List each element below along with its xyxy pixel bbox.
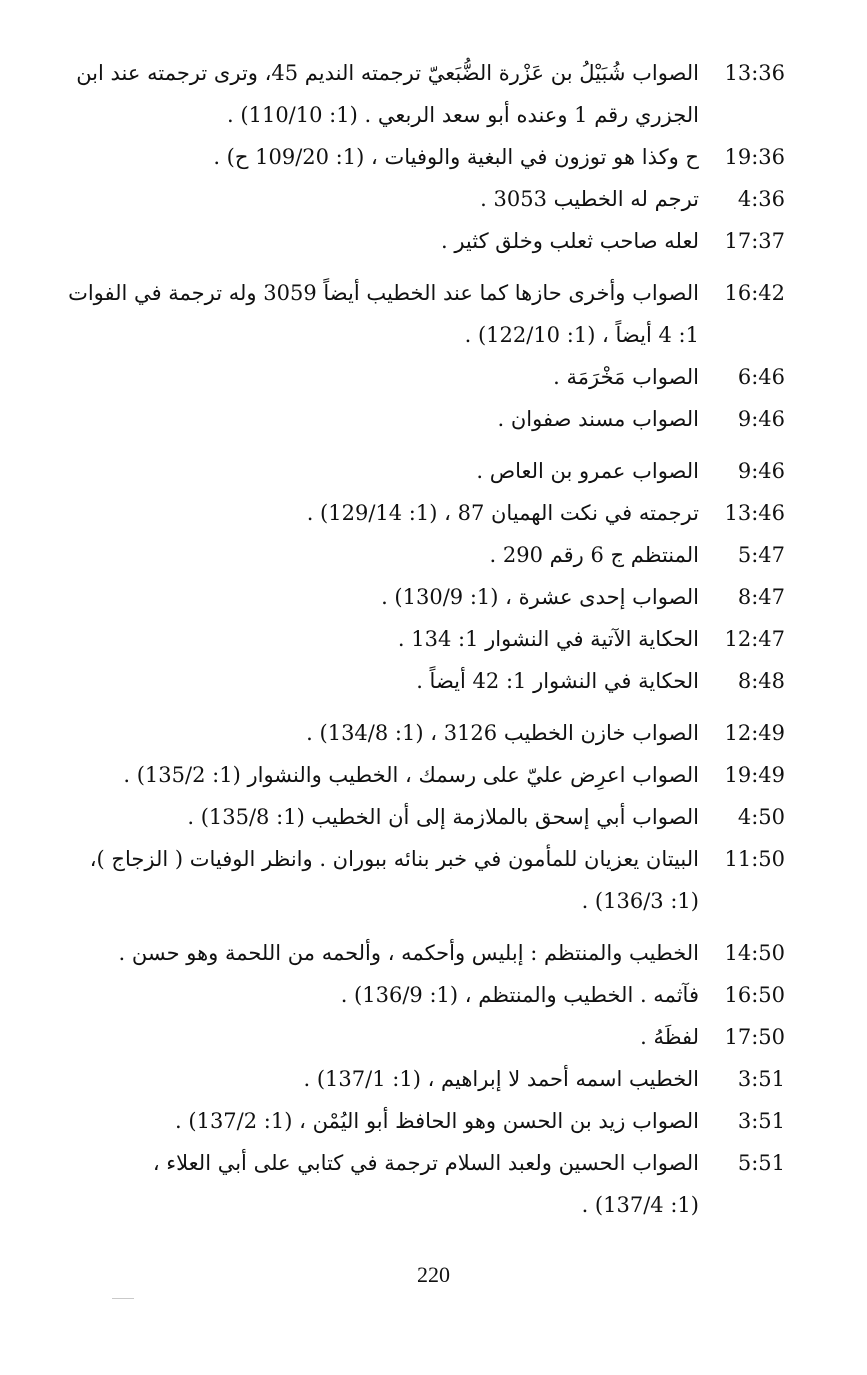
- note-entry: [40, 796, 785, 838]
- note-text: [40, 1142, 699, 1226]
- note-entry: [40, 712, 785, 754]
- note-line: الصواب زيد بن الحسن وهو الحافظ أبو اليُمْن ، (1: 137/2) .: [175, 1109, 699, 1133]
- note-line: الصواب اعرِض عليّ على رسمك ، الخطيب والنشوار (1: 135/2) .: [123, 763, 699, 787]
- note-line: (1: 137/4) .: [581, 1193, 699, 1217]
- note-text: [40, 220, 699, 262]
- note-text: [40, 576, 699, 618]
- note-entry: [40, 356, 785, 398]
- note-reference: 4:36: [737, 187, 785, 211]
- note-reference: 17:37: [724, 229, 785, 253]
- note-text: [40, 838, 699, 922]
- note-line: المنتظم ج 6 رقم 290 .: [489, 543, 699, 567]
- note-line: ترجمته في نكت الهميان 87 ، (1: 129/14) .: [306, 501, 699, 525]
- note-entry: [40, 754, 785, 796]
- note-entry: [40, 576, 785, 618]
- note-reference: 4:50: [737, 805, 785, 829]
- note-line: فآثمه . الخطيب والمنتظم ، (1: 136/9) .: [340, 983, 699, 1007]
- note-text: [40, 796, 699, 838]
- note-line: الصواب عمرو بن العاص .: [476, 459, 699, 483]
- note-reference: 3:51: [737, 1109, 785, 1133]
- note-reference: 6:46: [737, 365, 785, 389]
- note-entry: [40, 974, 785, 1016]
- note-entry: [40, 932, 785, 974]
- note-reference: 5:51: [737, 1151, 785, 1175]
- note-reference: 12:47: [724, 627, 785, 651]
- note-reference: 9:46: [737, 407, 785, 431]
- note-line: الصواب شُبَيْلُ بن عَزْرة الضُّبَعيّ ترجمته النديم 45، وترى ترجمته عند ابن: [76, 61, 699, 85]
- note-text: [40, 660, 699, 702]
- note-entry: [40, 178, 785, 220]
- note-reference: 14:50: [724, 941, 785, 965]
- note-text: [40, 618, 699, 660]
- note-entry: [40, 660, 785, 702]
- note-text: [40, 974, 699, 1016]
- note-text: [40, 712, 699, 754]
- note-entry: [40, 450, 785, 492]
- note-line: الصواب الحسين ولعبد السلام ترجمة في كتابي على أبي العلاء ،: [152, 1151, 699, 1175]
- note-line: ح وكذا هو توزون في البغية والوفيات ، (1: 109/20 ح) .: [213, 145, 699, 169]
- note-line: 1: 4 أيضاً ، (1: 122/10) .: [464, 323, 699, 347]
- note-reference: 8:47: [737, 585, 785, 609]
- note-text: [40, 1016, 699, 1058]
- note-entry: [40, 398, 785, 440]
- note-entry: [40, 136, 785, 178]
- note-text: [40, 272, 699, 356]
- note-text: [40, 450, 699, 492]
- note-reference: 12:49: [724, 721, 785, 745]
- note-line: الصواب خازن الخطيب 3126 ، (1: 134/8) .: [306, 721, 699, 745]
- note-line: الصواب إحدى عشرة ، (1: 130/9) .: [381, 585, 699, 609]
- note-entry: [40, 492, 785, 534]
- note-entry: [40, 1058, 785, 1100]
- note-reference: 8:48: [737, 669, 785, 693]
- note-entry: [40, 52, 785, 136]
- note-reference: 3:51: [737, 1067, 785, 1091]
- note-reference: 19:36: [724, 145, 785, 169]
- note-line: الصواب مسند صفوان .: [497, 407, 699, 431]
- note-reference: 17:50: [724, 1025, 785, 1049]
- note-text: [40, 1058, 699, 1100]
- note-line: الحكاية الآتية في النشوار 1: 134 .: [397, 627, 699, 651]
- note-text: [40, 1100, 699, 1142]
- page-number: 220: [417, 1262, 450, 1287]
- note-text: [40, 932, 699, 974]
- note-text: [40, 356, 699, 398]
- notes-list: [40, 52, 785, 1226]
- note-line: لعله صاحب ثعلب وخلق كثير .: [440, 229, 699, 253]
- note-entry: [40, 1100, 785, 1142]
- note-line: ترجم له الخطيب 3053 .: [480, 187, 699, 211]
- scan-speck: [112, 1298, 134, 1299]
- note-text: [40, 492, 699, 534]
- note-line: الحكاية في النشوار 1: 42 أيضاً .: [416, 669, 699, 693]
- note-text: [40, 398, 699, 440]
- note-entry: [40, 220, 785, 262]
- note-reference: 16:50: [724, 983, 785, 1007]
- note-reference: 11:50: [724, 847, 785, 871]
- note-line: الصواب مَخْرَمَة .: [553, 365, 699, 389]
- note-line: الصواب وأخرى حازها كما عند الخطيب أيضاً 3059 وله ترجمة في الفوات: [68, 281, 699, 305]
- note-entry: [40, 272, 785, 356]
- note-line: البيتان يعزيان للمأمون في خبر بنائه ببوران . وانظر الوفيات ( الزجاج )،: [89, 847, 699, 871]
- note-text: [40, 136, 699, 178]
- note-text: [40, 178, 699, 220]
- note-text: [40, 754, 699, 796]
- note-reference: 9:46: [737, 459, 785, 483]
- note-reference: 13:46: [724, 501, 785, 525]
- note-line: الجزري رقم 1 وعنده أبو سعد الربعي . (1: 110/10) .: [227, 103, 699, 127]
- note-entry: [40, 1142, 785, 1226]
- note-entry: [40, 534, 785, 576]
- note-entry: [40, 1016, 785, 1058]
- note-line: الخطيب اسمه أحمد لا إبراهيم ، (1: 137/1) .: [303, 1067, 699, 1091]
- note-entry: [40, 618, 785, 660]
- note-reference: 16:42: [724, 281, 785, 305]
- note-reference: 19:49: [724, 763, 785, 787]
- note-line: الصواب أبي إسحق بالملازمة إلى أن الخطيب (1: 135/8) .: [187, 805, 699, 829]
- note-reference: 13:36: [724, 61, 785, 85]
- note-entry: [40, 838, 785, 922]
- note-line: لفظَهُ .: [640, 1025, 699, 1049]
- note-text: [40, 534, 699, 576]
- note-text: [40, 52, 699, 136]
- note-line: الخطيب والمنتظم : إبليس وأحكمه ، وألحمه من اللحمة وهو حسن .: [118, 941, 699, 965]
- note-line: (1: 136/3) .: [581, 889, 699, 913]
- note-reference: 5:47: [737, 543, 785, 567]
